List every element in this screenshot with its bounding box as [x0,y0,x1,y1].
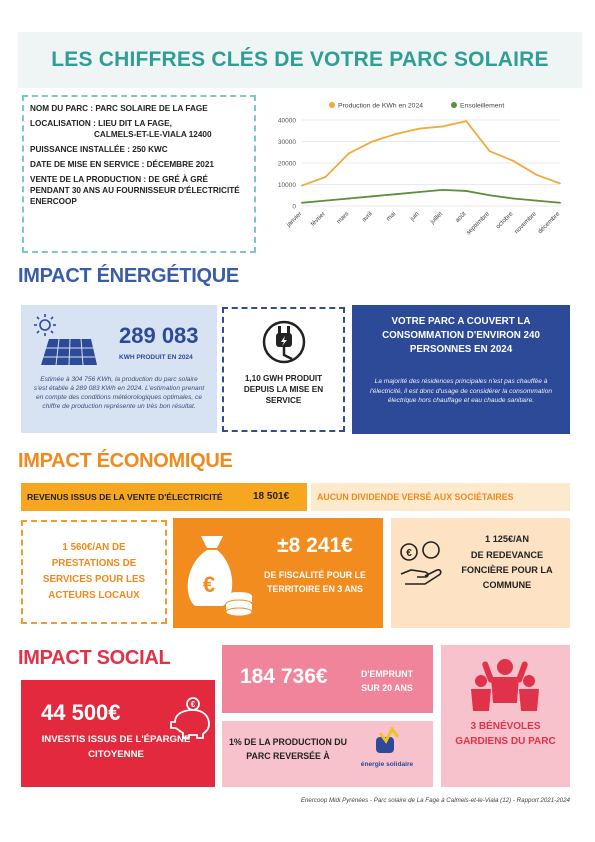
volunteers-group-icon [469,657,541,715]
chart-point [301,202,303,204]
hand-coins-euro-symbol: € [406,548,412,559]
social-heading: IMPACT SOCIAL [18,647,171,669]
chart-x-tick-label: février [309,210,327,228]
page-title: LES CHIFFRES CLÉS DE VOTRE PARC SOLAIRE [51,48,549,71]
revenue-value: 18 501€ [253,491,290,502]
chart-y-tick-label: 20000 [277,160,296,168]
chart-point [301,185,303,187]
energy-consumption-box [352,305,570,434]
volunteers-text: 3 BÉNÉVOLES GARDIENS DU PARC [455,721,556,747]
chart-point [536,200,538,202]
revenue-bar [21,483,307,511]
revenue-label: REVENUS ISSUS DE LA VENTE D'ÉLECTRICITÉ [27,492,223,502]
production-chart [262,94,580,262]
chart-point [395,133,397,135]
chart-point [371,195,373,197]
chart-point [348,152,350,154]
taxation-value: ±8 241€ [277,534,353,557]
energy-production-box [21,305,217,433]
solar-panel-icon [31,313,99,371]
chart-y-tick-label: 10000 [277,182,296,189]
chart-x-tick-label: août [453,210,468,225]
chart-point [465,190,467,192]
citizen-savings-value: 44 500€ [41,700,121,725]
loan-box [222,645,433,713]
energy-production-unit: KWH PRODUIT EN 2024 [119,354,193,361]
chart-point [418,191,420,193]
chart-x-tick-label: septembre [465,210,492,237]
chart-point [512,198,514,200]
solidarity-text: 1% DE LA PRODUCTION DU PARC REVERSÉE À [229,737,347,761]
local-services-text: 1 560€/AN DE PRESTATIONS DE SERVICES POUR LES ACTEURS LOCAUX [42,542,146,601]
chart-point [489,194,491,196]
footer: Enercoop Midi Pyrénées - Parc solaire de La Fage à Calmels-et-le-Viala (12) - Rapport 2021-2024 [300,797,570,804]
park-sale: VENTE DE LA PRODUCTION : DE GRÉ À GRÉ PENDANT 30 ANS AU FOURNISSEUR D'ÉLECTRICITÉ ENERCOOP [30,175,240,206]
chart-y-tick-label: 30000 [277,139,296,146]
park-location-town: CALMELS-ET-LE-VIALA 12400 [94,130,212,139]
energy-total-box [222,307,345,432]
chart-series-line [302,121,560,186]
chart-point [371,141,373,143]
chart-point [512,160,514,162]
chart-legend-marker [329,102,335,108]
chart-point [559,202,561,204]
chart-point [489,150,491,152]
local-services-box [21,520,167,624]
taxation-box [173,518,383,628]
energy-consumption-note: La majorité des résidences principales n'est pas chauffée à l'électricité, il est donc d'usage de considérer la consommation électrique hors chauffage et eau chaude sanitaire. [369,378,553,404]
chart-x-tick-label: mai [385,210,398,223]
chart-x-tick-label: octobre [494,210,515,231]
park-info-box [22,95,256,253]
solidarity-box [222,721,433,787]
loan-value: 184 736€ [240,665,328,688]
chart-legend-label: Production de KWh en 2024 [338,102,424,110]
money-bag-euro-symbol: € [202,572,216,597]
citizen-savings-box [21,680,215,787]
chart-x-tick-label: juin [408,210,421,223]
chart-y-tick-label: 40000 [277,117,296,125]
chart-point [442,126,444,128]
chart-x-tick-label: janvier [285,210,304,229]
chart-point [325,176,327,178]
chart-point [536,174,538,176]
park-power: PUISSANCE INSTALLÉE : 250 KWC [30,145,168,154]
chart-point [325,200,327,202]
park-location: LOCALISATION : LIEU DIT LA FAGE, [30,119,172,128]
chart-x-tick-label: novembre [513,210,538,236]
dividend-text: AUCUN DIVIDENDE VERSÉ AUX SOCIÉTAIRES [317,492,514,502]
hand-coins-icon [397,540,445,588]
chart-legend-marker [451,102,457,108]
eco-heading: IMPACT ÉCONOMIQUE [18,450,233,472]
land-fee-value: 1 125€/AN [485,534,529,544]
chart-series-line [302,190,560,203]
piggy-bank-euro-symbol: € [190,700,196,709]
energy-heading: IMPACT ÉNERGÉTIQUE [18,265,239,287]
citizen-savings-text: INVESTIS ISSUS DE L'ÉPARGNE CITOYENNE [41,734,191,760]
chart-point [559,183,561,185]
land-fee-text: DE REDEVANCE FONCIÈRE POUR LA COMMUNE [461,550,553,590]
chart-legend-label: Ensoleillement [460,102,505,110]
chart-point [395,193,397,195]
energy-production-note: Estimée à 304 756 KWh, la production du parc solaire s'est établie à 289 083 KWh en 2024. L'estimation prenant en compte des conditions météorologiques optimales, ce chiffre de production représente un très bon résultat. [33,376,205,410]
volunteers-box [441,645,570,787]
dividend-bar [311,483,570,511]
electric-plug-icon [261,319,307,365]
energie-solidaire-logo [372,727,402,759]
chart-x-tick-label: juillet [429,210,445,226]
chart-point [442,189,444,191]
chart-x-tick-label: mars [335,210,351,226]
chart-y-tick-label: 0 [292,203,296,211]
loan-text: D'EMPRUNT SUR 20 ANS [361,669,413,693]
energy-consumption-headline: VOTRE PARC A COUVERT LA CONSOMMATION D'ENVIRON 240 PERSONNES EN 2024 [382,316,540,355]
energy-production-value: 289 083 [119,323,199,348]
money-bag-icon [179,530,253,618]
taxation-text: DE FISCALITÉ POUR LE TERRITOIRE EN 3 ANS [264,570,366,594]
chart-point [348,198,350,200]
park-commission-date: DATE DE MISE EN SERVICE : DÉCEMBRE 2021 [30,160,214,169]
chart-point [418,128,420,130]
chart-x-tick-label: avril [360,210,374,224]
park-name: NOM DU PARC : PARC SOLAIRE DE LA FAGE [30,104,208,113]
energy-total-text: 1,10 GWH PRODUIT DEPUIS LA MISE EN SERVICE [243,374,324,405]
land-fee-box [391,518,570,628]
chart-point [465,120,467,122]
energie-solidaire-logo-text: énergie solidaire [360,761,414,768]
chart-x-tick-label: décembre [536,210,562,236]
